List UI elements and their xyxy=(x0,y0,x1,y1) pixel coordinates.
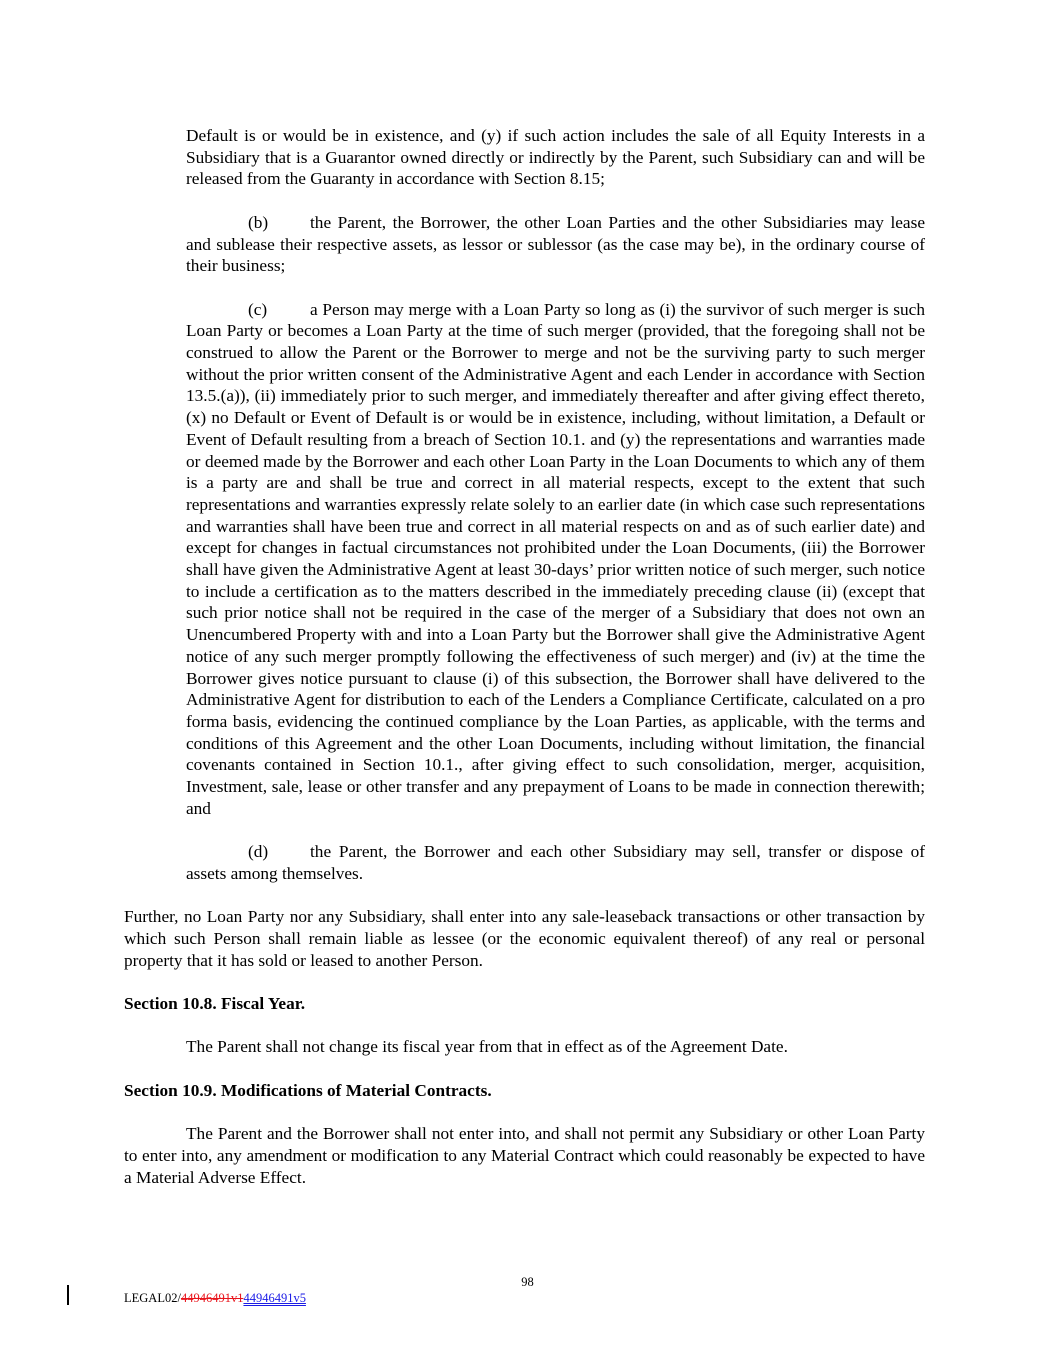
document-id-footer xyxy=(124,1288,306,1310)
section-heading-10-8: Section 10.8. Fiscal Year. xyxy=(124,994,306,1014)
section-10-8-text: The Parent shall not change its fiscal year from that in effect as of the Agreement Date. xyxy=(186,1037,788,1057)
further-paragraph: Further, no Loan Party nor any Subsidiary, shall enter into any sale-leaseback transactions or other transaction by which such Person shall remain liable as lessee (or the economic equivalent thereof) of any real or personal property that it has sold or leased to another Person. xyxy=(124,907,925,970)
inserted-doc-id: 44946491v5 xyxy=(243,1291,306,1305)
clause-text: a Person may merge with a Loan Party so long as (i) the survivor of such merger is such Loan Party or becomes a Loan Party at the time of such merger (provided, that the foregoing shall not be construed to allow the Parent or the Borrower to merge and not be the surviving party to such merger without the prior written consent of the Administrative Agent and each Lender in accordance with Section 13.5.(a)), (ii) immediately prior to such merger, and immediately thereafter and after giving effect thereto, (x) no Default or Event of Default is or would be in existence, including, without limitation, a Default or Event of Default resulting from a breach of Section 10.1. and (y) the representations and warranties made or deemed made by the Borrower and each other Loan Party in the Loan Documents to which any of them is a party are and shall be true and correct in all material respects, except to the extent that such representations and warranties expressly relate solely to an earlier date (in which case such representations and warranties shall have been true and correct in all material respects on and as of such earlier date) and except for changes in factual circumstances not prohibited under the Loan Documents, (iii) the Borrower shall have given the Administrative Agent at least 30-days’ prior written notice of such merger, such notice to include a certification as to the matters described in the immediately preceding clause (ii) (except that such prior notice shall not be required in the case of the merger of a Subsidiary that does not own an Unencumbered Property with and into a Loan Party but the Borrower shall give the Administrative Agent notice of any such merger promptly following the effectiveness of such merger) and (iv) at the time the Borrower gives notice pursuant to clause (i) of this subsection, the Borrower shall have delivered to the Administrative Agent for distribution to each of the Lenders a Compliance Certificate, calculated on a pro forma basis, evidencing the continued compliance by the Loan Parties, as applicable, with the terms and conditions of this Agreement and the other Loan Documents, including without limitation, the financial covenants contained in Section 10.1., after giving effect to such consolidation, merger, acquisition, Investment, sale, lease or other transfer and any prepayment of Loans to be made in connection therewith; and xyxy=(186,299,925,818)
clause-text: the Parent, the Borrower, the other Loan Parties and the other Subsidiaries may lease and sublease their respective assets, as lessor or sublessor (as the case may be), in the ordinary course of their business; xyxy=(186,212,925,276)
section-10-9-text: The Parent and the Borrower shall not enter into, and shall not permit any Subsidiary or other Loan Party to enter into, any amendment or modification to any Material Contract which could reasonably be expected to have a Material Adverse Effect. xyxy=(124,1124,925,1187)
clause-d xyxy=(186,841,925,884)
deleted-doc-id: 44946491v1 xyxy=(180,1291,244,1305)
section-heading-10-9: Section 10.9. Modifications of Material Contracts. xyxy=(124,1080,492,1100)
clause-label: (d) xyxy=(248,842,269,862)
paragraph-continuation: Default is or would be in existence, and (y) if such action includes the sale of all Equity Interests in a Subsidiary that is a Guarantor owned directly or indirectly by the Parent, such Subsidiary can and will be released from the Guaranty in accordance with Section 8.15; xyxy=(186,126,925,189)
clause-c xyxy=(186,299,925,820)
clause-text: the Parent, the Borrower and each other Subsidiary may sell, transfer or dispose of assets among themselves. xyxy=(186,842,925,883)
change-bar xyxy=(67,1285,69,1305)
clause-label: (c) xyxy=(248,299,268,319)
clause-b xyxy=(186,212,925,277)
page-number: 98 xyxy=(521,1275,534,1289)
clause-label: (b) xyxy=(248,212,269,232)
doc-id-prefix: LEGAL02/ xyxy=(124,1291,181,1305)
document-body xyxy=(124,125,925,1210)
